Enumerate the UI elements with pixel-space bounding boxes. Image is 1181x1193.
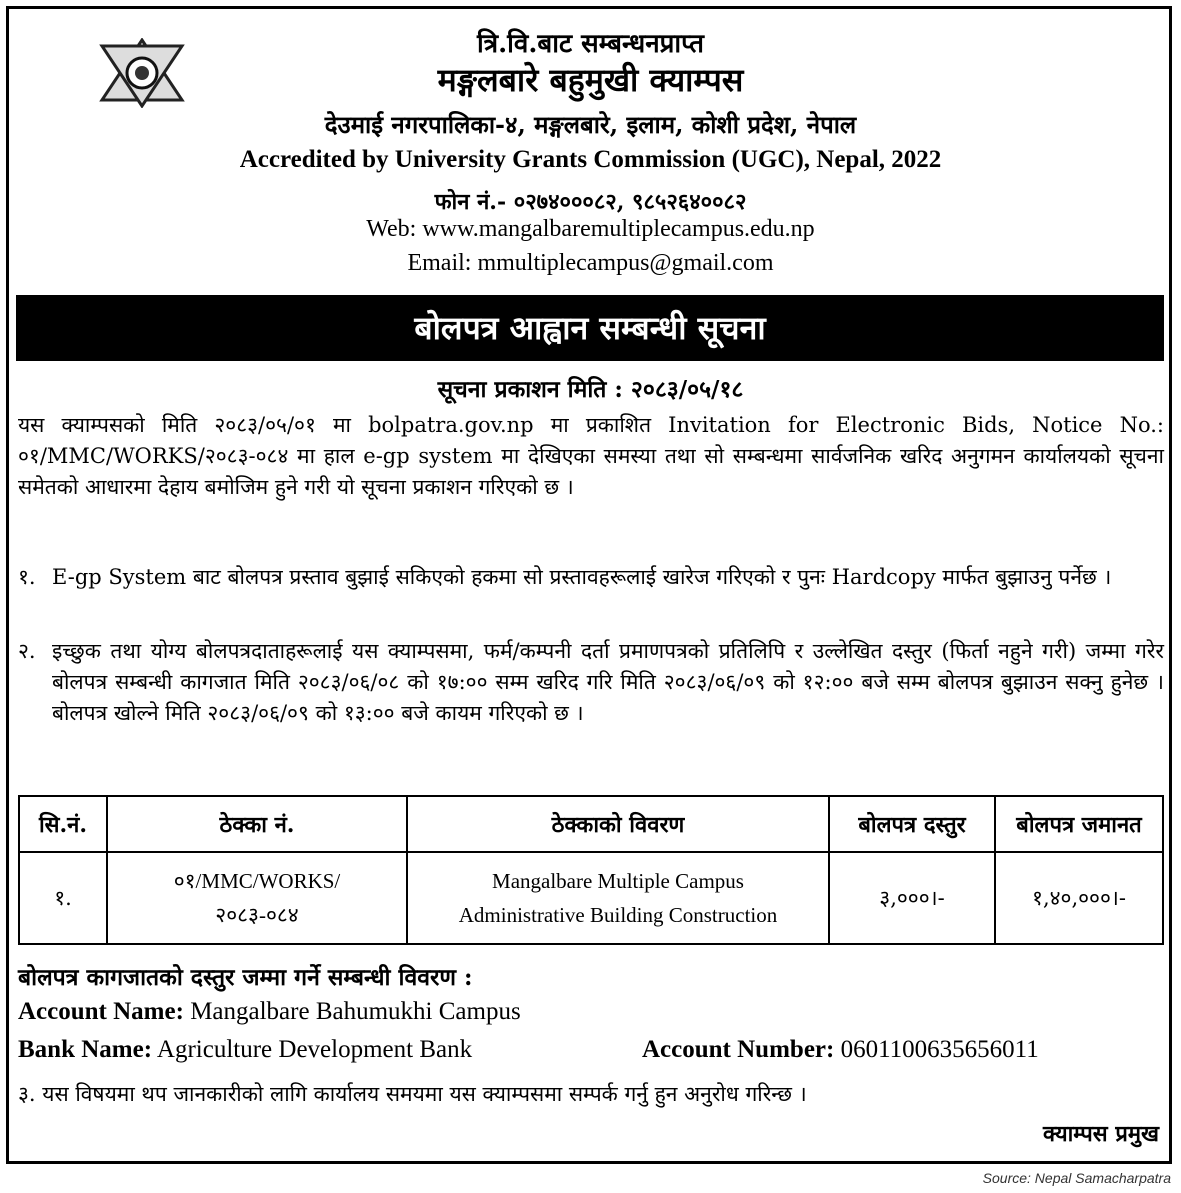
header-contract-no: ठेक्का नं.	[107, 796, 407, 852]
description-line-2: Administrative Building Construction	[458, 903, 778, 927]
description-line-1: Mangalbare Multiple Campus	[492, 869, 744, 893]
notice-item-3: ३. यस विषयमा थप जानकारीको लागि कार्यालय समयमा यस क्याम्पसमा सम्पर्क गर्नु हुन अनुरोध गरिन्छ ।	[18, 1082, 807, 1106]
contract-no-line-1: ०१/MMC/WORKS/	[173, 869, 341, 893]
cell-contract-no	[107, 852, 407, 944]
publish-date: सूचना प्रकाशन मिति : २०८३/०५/१८	[437, 376, 744, 403]
bank-name-value: Agriculture Development Bank	[156, 1036, 473, 1063]
campus-name: मङ्गलबारे बहुमुखी क्याम्पस	[437, 61, 744, 99]
account-name-label: Account Name:	[18, 998, 184, 1025]
fee-details-title: बोलपत्र कागजातको दस्तुर जम्मा गर्ने सम्बन्धी विवरण :	[18, 964, 473, 991]
item-text: E-gp System बाट बोलपत्र प्रस्ताव बुझाई सकिएको हकमा सो प्रस्तावहरूलाई खारेज गरिएको र पुनः Hardcopy मार्फत बुझाउनु पर्नेछ ।	[52, 565, 1112, 589]
cell-sn: १.	[19, 852, 107, 944]
notice-item-1	[18, 562, 1164, 593]
notice-title-banner: बोलपत्र आह्वान सम्बन्धी सूचना	[16, 295, 1164, 361]
cell-fee: ३,०००।-	[829, 852, 995, 944]
accreditation-line: Accredited by University Grants Commission (UGC), Nepal, 2022	[239, 146, 942, 173]
header-security: बोलपत्र जमानत	[995, 796, 1163, 852]
cell-security: १,४०,०००।-	[995, 852, 1163, 944]
signature-campus-chief: क्याम्पस प्रमुख	[1043, 1121, 1159, 1147]
account-number-value: 0601100635656011	[840, 1036, 1039, 1063]
source-credit: Source: Nepal Samacharpatra	[982, 1170, 1171, 1186]
table-header-row	[19, 796, 1163, 852]
web-line: Web: www.mangalbaremultiplecampus.edu.np	[366, 216, 815, 242]
header-description: ठेक्काको विवरण	[407, 796, 829, 852]
tender-table	[18, 795, 1164, 945]
table-row	[19, 852, 1163, 944]
header-fee: बोलपत्र दस्तुर	[829, 796, 995, 852]
item-text: इच्छुक तथा योग्य बोलपत्रदाताहरूलाई यस क्याम्पसमा, फर्म/कम्पनी दर्ता प्रमाणपत्रको प्रतिलिपि र उल्लेखित दस्तुर (फिर्ता नहुने गरी) जम्मा गरेर बोलपत्र सम्बन्धी कागजात मिति २०८३/०६/०८ को १७:०० सम्म खरिद गरि मिति २०८३/०६/०९ को १२:०० बजे सम्म बोलपत्र बुझाउन सक्नु हुनेछ । बोलपत्र खोल्ने मिति २०८३/०६/०९ को १३:०० बजे कायम गरिएको छ ।	[52, 639, 1164, 725]
bank-name-line	[18, 1036, 472, 1064]
notice-item-2	[18, 636, 1164, 729]
account-number-line	[642, 1036, 1039, 1064]
cell-description	[407, 852, 829, 944]
account-name-value: Mangalbare Bahumukhi Campus	[190, 998, 521, 1025]
affiliation-line: त्रि.वि.बाट सम्बन्धनप्राप्त	[477, 29, 704, 59]
campus-address: देउमाई नगरपालिका-४, मङ्गलबारे, इलाम, कोशी प्रदेश, नेपाल	[324, 110, 857, 139]
email-line: Email: mmultiplecampus@gmail.com	[407, 250, 774, 276]
contract-no-line-2: २०८३-०८४	[215, 903, 299, 927]
phone-line: फोन नं.- ०२७४०००८२, ९८५२६४००८२	[434, 189, 747, 215]
notice-intro: यस क्याम्पसको मिति २०८३/०५/०१ मा bolpatra.gov.np मा प्रकाशित Invitation for Electronic Bids, Notice No.: ०१/MMC/WORKS/२०८३-०८४ मा हाल e-gp system मा देखिएका समस्या तथा सो सम्बन्धमा सार्वजनिक खरिद अनुगमन कार्यालयको सूचना समेतको आधारमा देहाय बमोजिम हुने गरी यो सूचना प्रकाशन गरिएको छ ।	[18, 413, 1164, 499]
account-number-label: Account Number:	[642, 1036, 835, 1063]
header-sn: सि.नं.	[19, 796, 107, 852]
account-name-line	[18, 998, 521, 1026]
item-number: २.	[18, 639, 36, 663]
bank-name-label: Bank Name:	[18, 1036, 153, 1063]
item-number: १.	[18, 565, 36, 589]
